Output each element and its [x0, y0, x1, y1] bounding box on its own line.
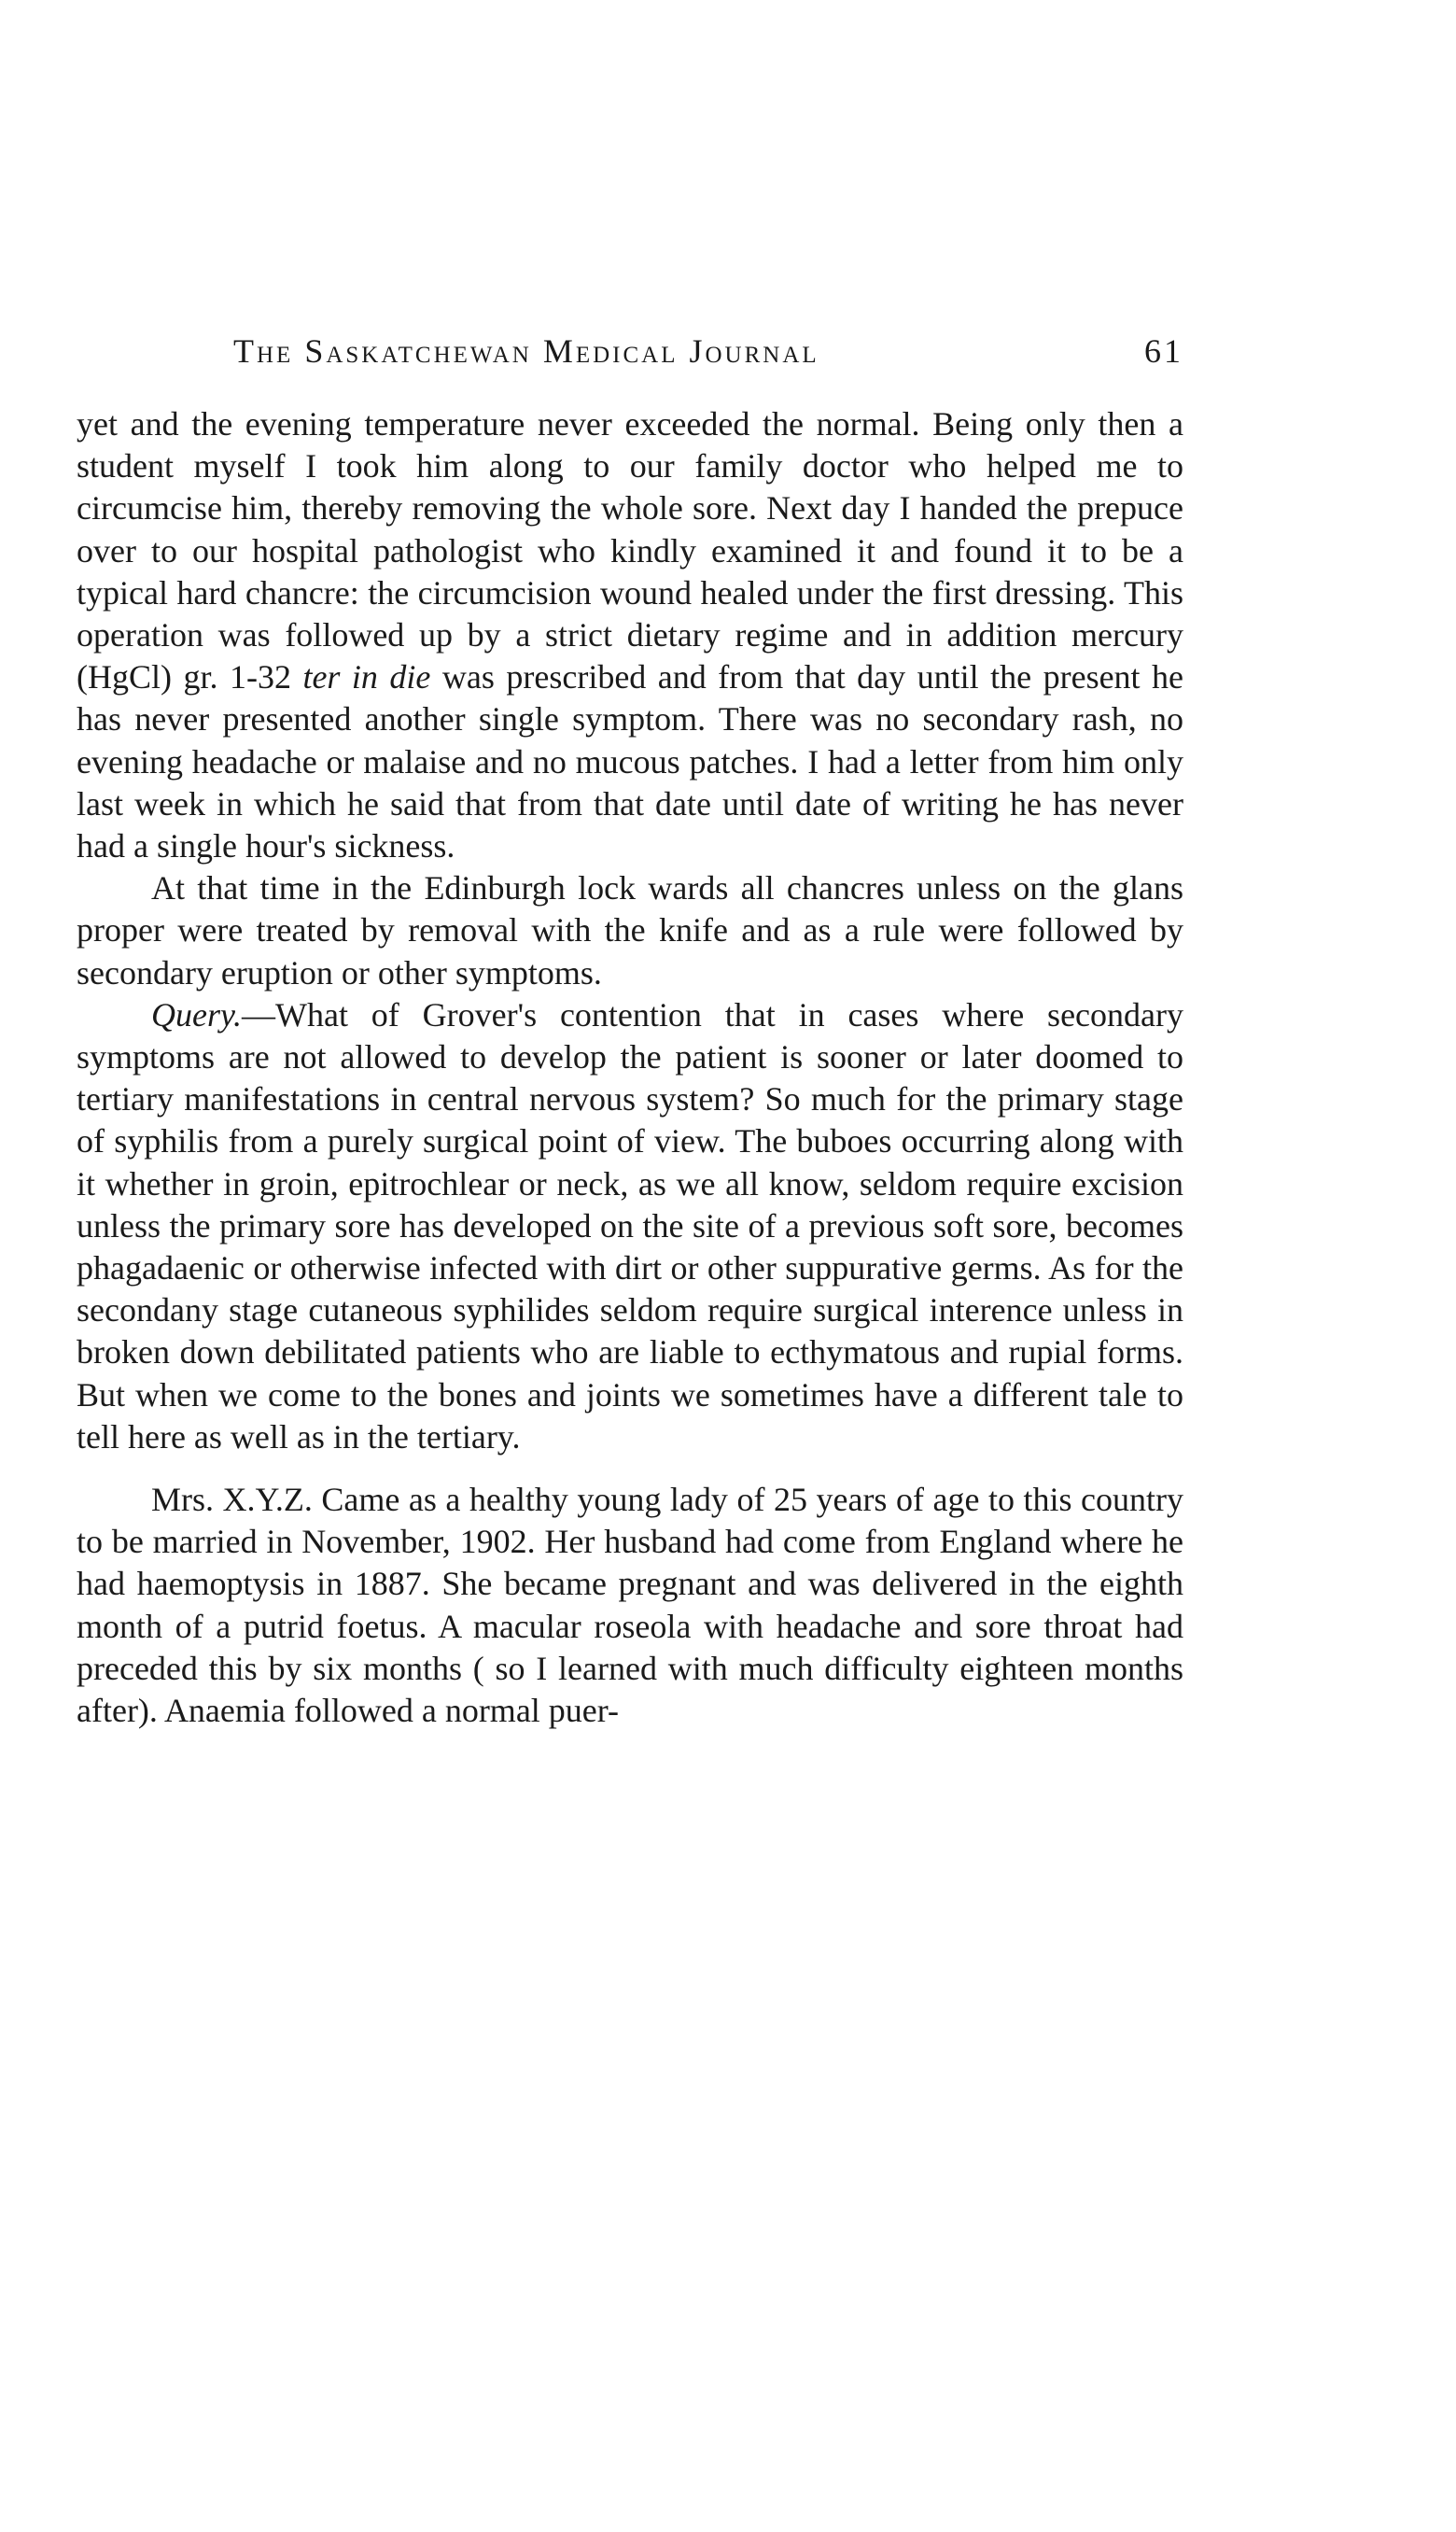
query-label: Query. — [151, 995, 242, 1034]
latin-dosage-term: ter in die — [302, 658, 431, 696]
body-text — [77, 403, 1183, 1732]
running-head — [77, 331, 1183, 378]
paragraph-text: yet and the evening temperature never exceeded the normal. Being only then a student myself I took him along to our family doctor who helped me to circumcise him, thereby removing the whole sore. Next day I handed the prepuce over to our hospital pathologist who kindly examined it and found it to be a typical hard chancre: the circumcision wound healed under the first dressing. This operation was followed up by a strict dietary regime and in addition mercury (HgCl) gr. 1-32 — [77, 405, 1183, 696]
paragraph-case-mrs-xyz: Mrs. X.Y.Z. Came as a healthy young lady of 25 years of age to this country to be married in November, 1902. Her husband had come from England where he had haemoptysis in 1887. She became pregnant and was delivered in the eighth month of a putrid foetus. A macular roseola with headache and sore throat had preceded this by six months ( so I learned with much difficulty eighteen months after). Anaemia followed a normal puer- — [77, 1481, 1183, 1730]
paragraph-query — [77, 994, 1183, 1458]
page-number: 61 — [1144, 332, 1183, 370]
journal-title: The Saskatchewan Medical Journal — [233, 332, 819, 370]
paragraph-text: was prescribed and from that day until the present he has never presented another single symptom. There was no secondary rash, no evening headache or malaise and no mucous patches. I had a letter from him only last week in which he said that from that date until date of writing he has never had a single hour's sickness. — [77, 658, 1184, 865]
paragraph-text: —What of Grover's contention that in cases where secondary symptoms are not allowed to develop the patient is sooner or later doomed to tertiary manifestations in central nervous system? So much for the primary stage of syphilis from a purely surgical point of view. The buboes occurring along with it whether in groin, epitrochlear or neck, as we all know, seldom require excision unless the primary sore has developed on the site of a previous soft sore, becomes phagadaenic or otherwise infected with dirt or other suppurative germs. As for the secondany stage cutaneous syphilides seldom require surgical interence unless in broken down debilitated patients who are liable to ecthymatous and rupial forms. But when we come to the bones and joints we sometimes have a different tale to tell here as well as in the tertiary. — [77, 995, 1183, 1456]
paragraph-case-continuation — [77, 403, 1183, 867]
paragraph-edinburgh-practice: At that time in the Edinburgh lock wards all chancres unless on the glans proper were treated by removal with the knife and as a rule were followed by secondary eruption or other symptoms. — [77, 869, 1183, 992]
